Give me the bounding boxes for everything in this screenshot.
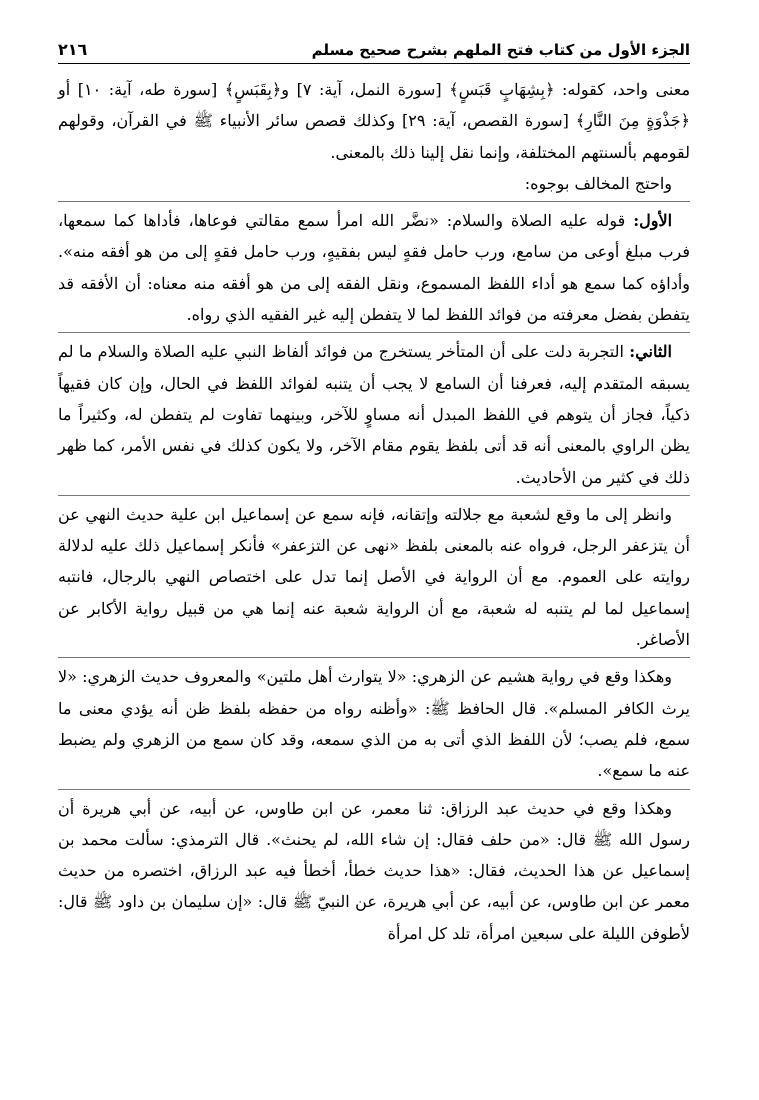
point-one-label: الأول:	[633, 211, 673, 231]
paragraph-1: معنى واحد، كقوله: ﴿بِشِهَابٍ قَبَسٍ﴾ [سورة النمل، آية: ٧] و﴿بِقَبَسٍ﴾ [سورة طه، آية: ١٠] أو ﴿جَذْوَةٍ مِنَ النَّارِ﴾ [سورة القصص، آية: ٢٩] وكذلك قصص سائر الأنبياء ﷺ في القرآن، وقولهم لقومهم بألسنتهم المختلفة، وإنما نقل إلينا ذلك بالمعنى.	[58, 80, 691, 162]
point-one-text: قوله عليه الصلاة والسلام: «نضَّر الله امرأ سمع مقالتي فوعاها، فأداها كما سمعها، فرب مبلغ أوعى من سامع، ورب حامل فقهٍ ليس بفقيهٍ، ورب حامل فقهٍ إلى من هو أفقه منه». وأداؤه كما سمع هو أداء اللفظ المسموع، ونقل الفقه إلى من هو أفقه منه معناه: أن الأفقه قد يتفطن بفضل معرفته من فوائد اللفظ لما لا يتفطن إليه غير الفقيه الذي رواه.	[58, 211, 690, 325]
separator-line	[58, 657, 690, 658]
separator-line	[58, 201, 690, 202]
paragraph-2: واحتج المخالف بوجوه:	[524, 173, 672, 193]
separator-line	[58, 332, 690, 333]
paragraph-4	[58, 336, 690, 492]
page-number: ٢١٦	[58, 40, 88, 59]
separator-line	[58, 789, 690, 790]
running-header	[58, 40, 690, 64]
book-title: الجزء الأول من كتاب فتح الملهم بشرح صحيح مسلم	[311, 41, 690, 59]
paragraph-5: وانظر إلى ما وقع لشعبة مع جلالته وإتقانه، فإنه سمع عن إسماعيل ابن علية حديث النهي عن أن يتزعفر الرجل، فرواه عنه بالمعنى بلفظ «نهى عن التزعفر» فأنكر إسماعيل ذلك عليه لدلالة روايته على العموم. مع أن الرواية في الأصل إنما تدل على اختصاص النهي بالرجال، فانتبه إسماعيل لما لم يتنبه له شعبة، مع أن الرواية شعبة عنه إنما هي من قبيل رواية الأكابر عن الأصاغر.	[58, 504, 690, 650]
separator-line	[58, 495, 690, 496]
page-body	[58, 40, 690, 949]
point-two-text: التجربة دلت على أن المتأخر يستخرج من فوائد ألفاظ النبي عليه الصلاة والسلام ما لم يسبقه المتقدم إليه، فعرفنا أن السامع لا يجب أن يتنبه لفوائد اللفظ في الحال، وإن كان فقيهاً ذكياً، فجاز أن يتوهم في اللفظ المبدل أنه مساوٍ للآخر، وبينهما تفاوت لم يتفطن له، وكثيراً ما يظن الراوي بالمعنى أنه قد أتى بلفظ يقوم مقام الآخر، ولا يكون كذلك في نفس الأمر، كما ظهر ذلك في كثير من الأحاديث.	[58, 342, 690, 487]
point-two-label: الثاني:	[629, 342, 672, 362]
paragraph-3	[58, 205, 690, 330]
paragraph-6: وهكذا وقع في رواية هشيم عن الزهري: «لا يتوارث أهل ملتين» والمعروف حديث الزهري: «لا يرث الكافر المسلم». قال الحافظ ﷺ: «وأظنه رواه من حفظه بلفظ ظن أنه يؤدي معنى ما سمع، فلم يصب؛ لأن اللفظ الذي أتى به من الذي سمعه، وقد كان سمع من الزهري ولم يضبط عنه ما سمع».	[58, 667, 690, 781]
paragraph-7: وهكذا وقع في حديث عبد الرزاق: ثنا معمر، عن ابن طاوس، عن أبيه، عن أبي هريرة أن رسول الله ﷺ قال: «من حلف فقال: إن شاء الله، لم يحنث». قال الترمذي: سألت محمد بن إسماعيل عن هذا الحديث، فقال: «هذا حديث خطأ، أخطأ فيه عبد الرزاق، اختصره من حديث معمر عن ابن طاوس، عن أبيه، عن أبي هريرة، عن النبيّ ﷺ قال: «إن سليمان بن داود ﷺ قال: لأطوفن الليلة على سبعين امرأة، تلد كل امرأة	[58, 798, 690, 943]
